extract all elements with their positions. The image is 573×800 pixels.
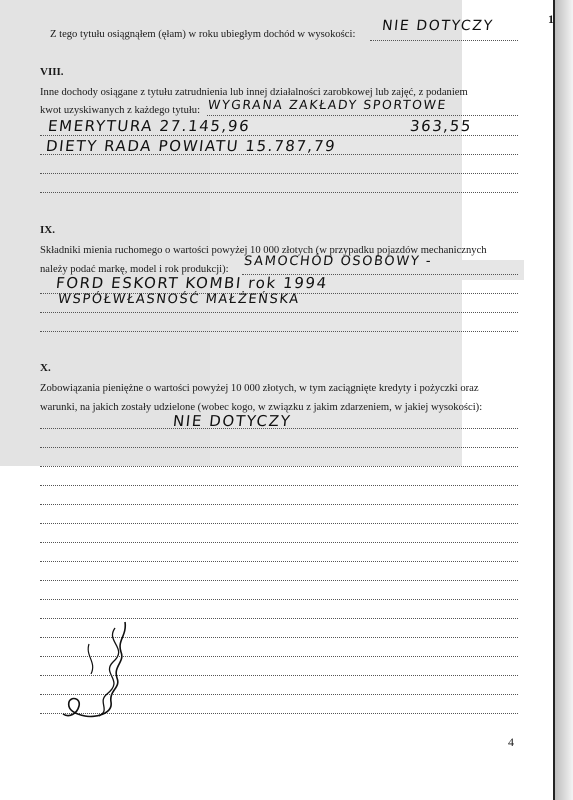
dotted-line xyxy=(370,40,518,41)
section-viii-title: VIII. xyxy=(40,66,64,78)
handwritten-joint-ownership: WSPÓŁWŁASNOŚĆ MAŁŻEŃSKA xyxy=(57,292,301,307)
dotted-line xyxy=(40,523,518,524)
scan-edge-shadow xyxy=(555,0,573,800)
corner-mark: 1 xyxy=(548,12,554,26)
dotted-line xyxy=(40,447,518,448)
section-x-text-line1: Zobowiązania pieniężne o wartości powyżej 10 000 złotych, w tym zaciągnięte kredyty i pożyczki oraz xyxy=(40,383,479,394)
dotted-line xyxy=(40,331,518,332)
handwritten-council-allowance: DIETY RADA POWIATU 15.787,79 xyxy=(45,137,338,155)
section-viii-text-line2: kwot uzyskiwanych z każdego tytułu: xyxy=(40,105,201,116)
handwritten-pension: EMERYTURA 27.145,96 xyxy=(47,117,252,135)
section-ix-text-line1: Składniki mienia ruchomego o wartości powyżej 10 000 złotych (w przypadku pojazdów mechanicznych xyxy=(40,245,487,256)
dotted-line xyxy=(40,504,518,505)
dotted-line xyxy=(40,466,518,467)
handwritten-car: SAMOCHÓD OSOBOWY - xyxy=(243,254,433,269)
redaction-block-right xyxy=(462,260,524,280)
section-viii-text-line1: Inne dochody osiągane z tytułu zatrudnienia lub innej działalności zarobkowej lub zajęć, z podaniem xyxy=(40,87,468,98)
signature-scribble xyxy=(55,618,145,728)
dotted-line xyxy=(40,192,518,193)
dotted-line xyxy=(40,485,518,486)
dotted-line xyxy=(40,312,518,313)
dotted-line xyxy=(40,154,518,155)
handwritten-not-applicable-debts: NIE DOTYCZY xyxy=(172,412,293,430)
dotted-line xyxy=(207,115,518,116)
dotted-line xyxy=(40,135,518,136)
section-ix-text-line2: należy podać markę, model i rok produkcji): xyxy=(40,264,229,275)
handwritten-pension-amount: 363,55 xyxy=(409,117,474,135)
dotted-line xyxy=(40,561,518,562)
section-ix-title: IX. xyxy=(40,224,55,236)
handwritten-car-model: FORD ESKORT KOMBI rok 1994 xyxy=(55,274,329,292)
handwritten-not-applicable: NIE DOTYCZY xyxy=(381,18,495,34)
page-number: 4 xyxy=(508,735,514,749)
section-x-title: X. xyxy=(40,362,51,374)
dotted-line xyxy=(40,542,518,543)
handwritten-winnings: WYGRANA ZAKŁADY SPORTOWE xyxy=(207,97,448,112)
dotted-line xyxy=(40,580,518,581)
section-x-text-line2: warunki, na jakich zostały udzielone (wobec kogo, w związku z jakim zdarzeniem, w jakiej wysokości): xyxy=(40,402,483,413)
dotted-line xyxy=(40,599,518,600)
dotted-line xyxy=(40,173,518,174)
scan-edge-line xyxy=(553,0,555,800)
income-label: Z tego tytułu osiągnąłem (ęłam) w roku ubiegłym dochód w wysokości: xyxy=(50,29,356,40)
